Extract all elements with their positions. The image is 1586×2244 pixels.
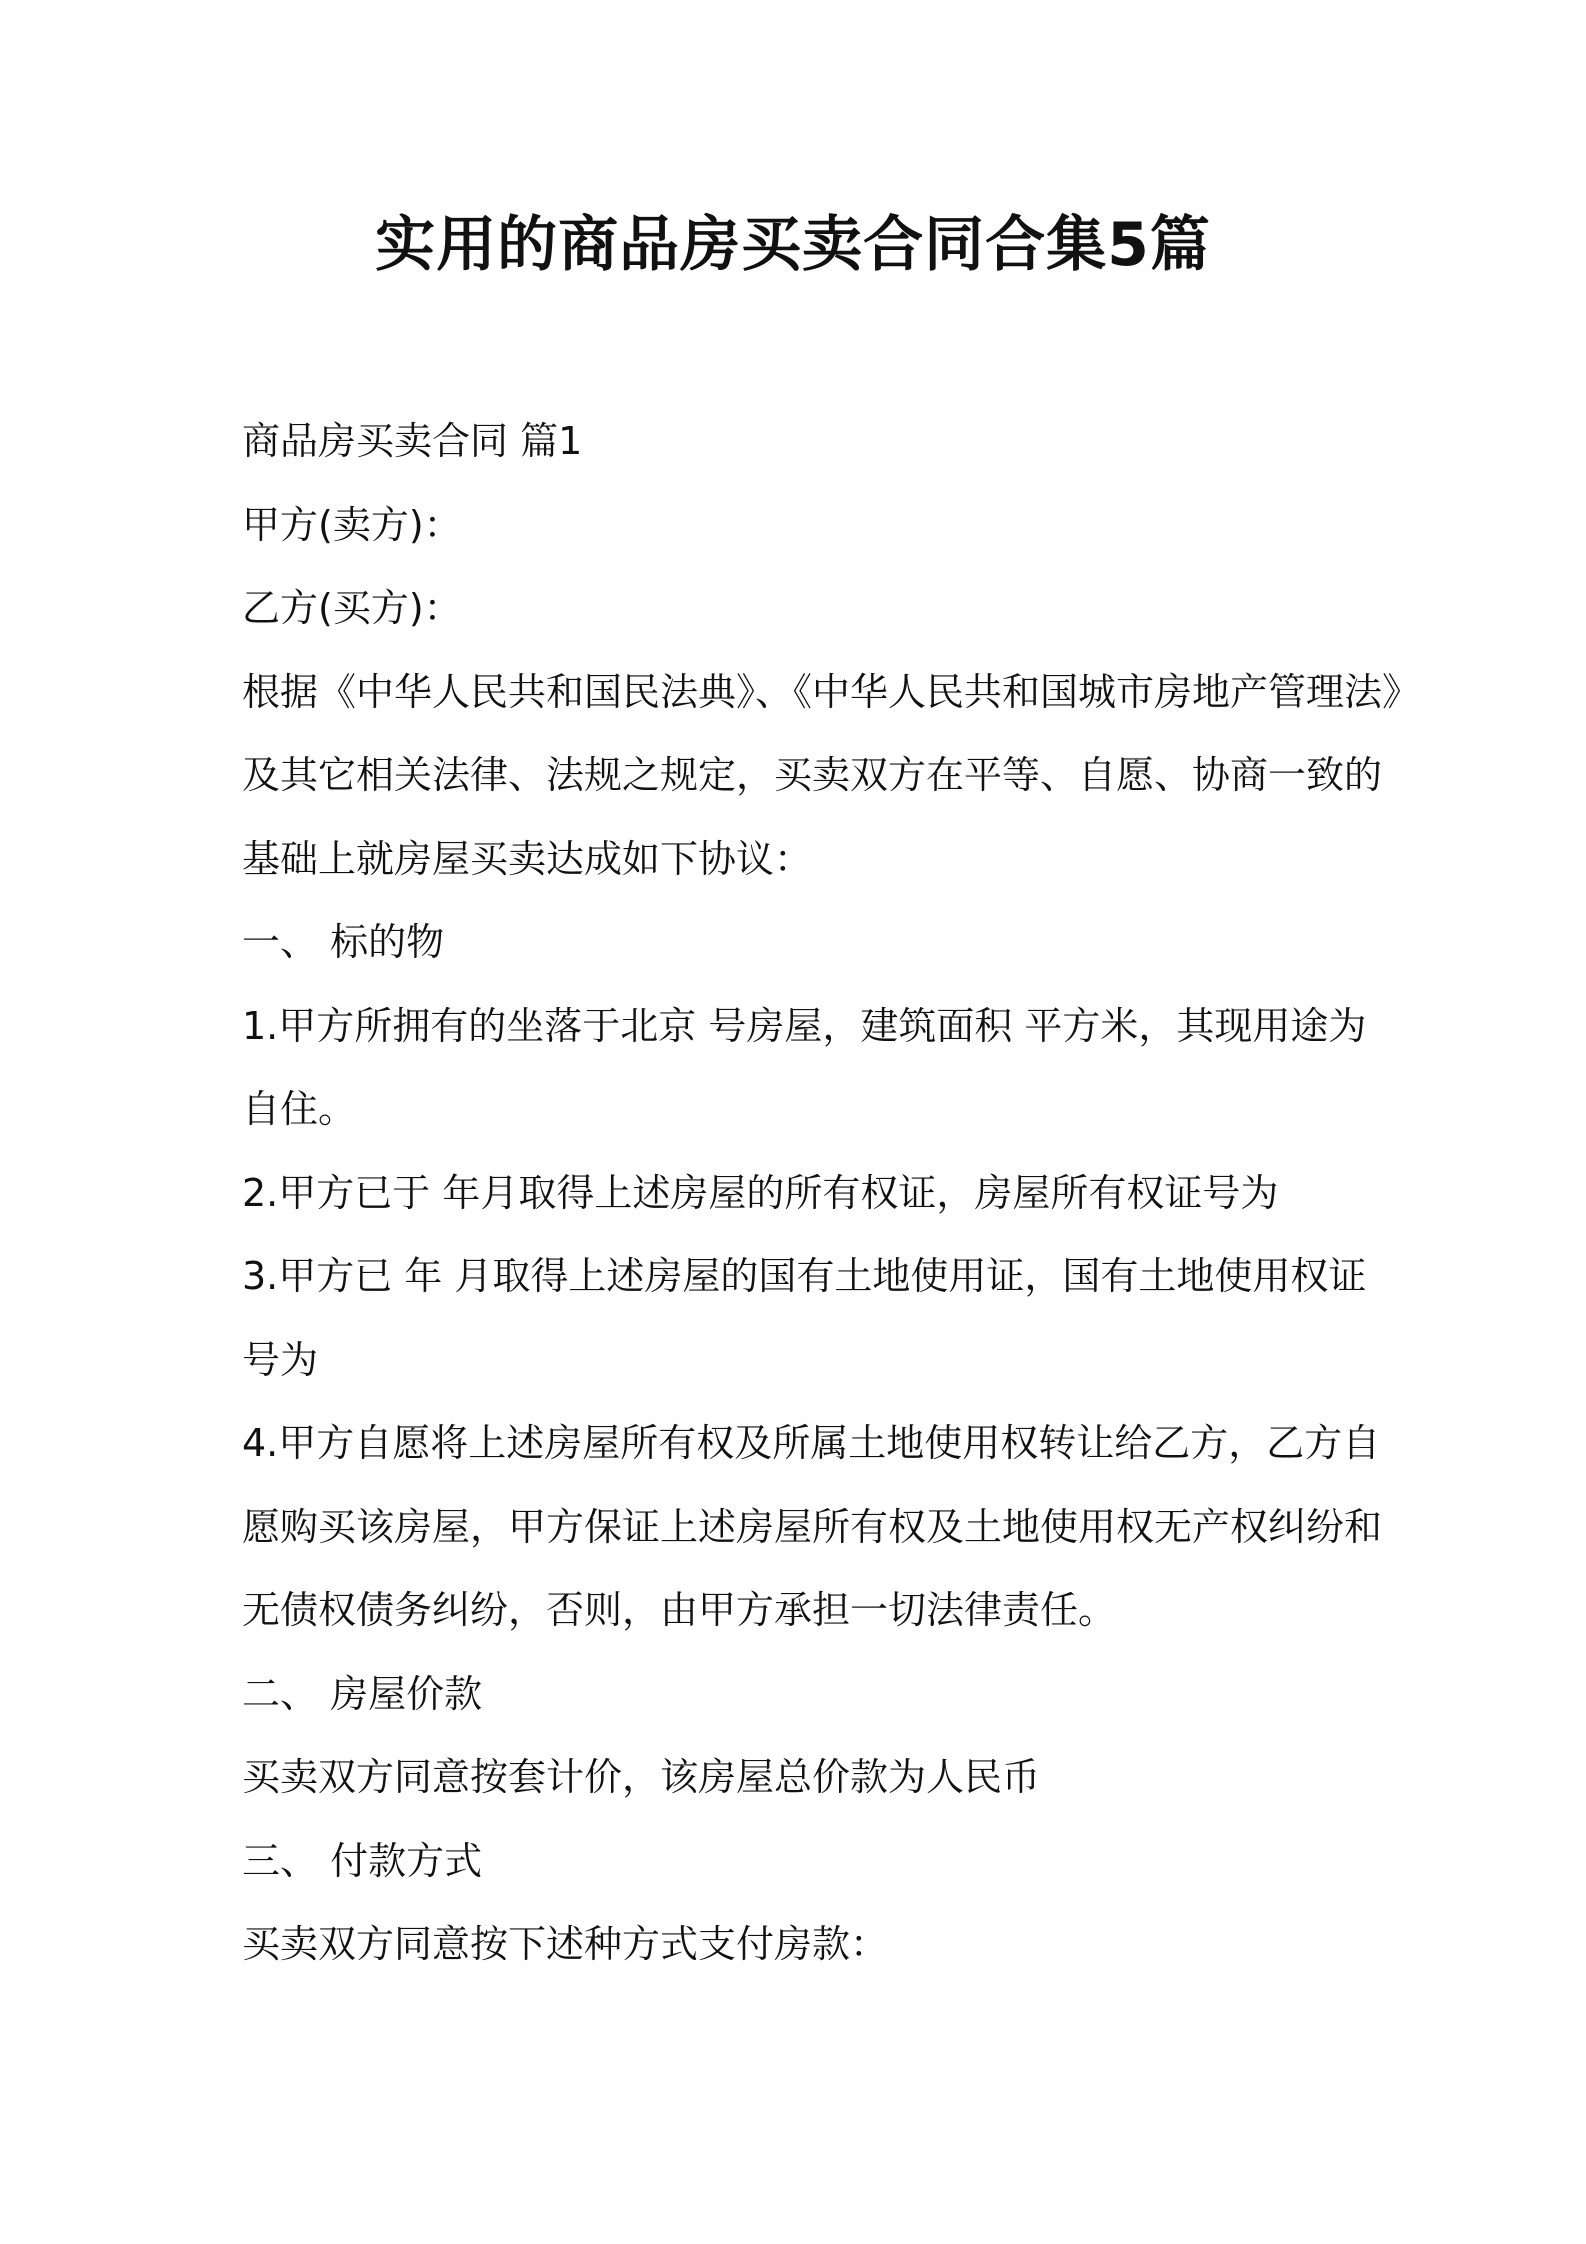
paragraph-line: 自住。 [242,1087,357,1131]
paragraph-line: 3.甲方已 年 月取得上述房屋的国有土地使用证，国有土地使用权证 [242,1254,1367,1298]
paragraph-line: 无债权债务纠纷，否则，由甲方承担一切法律责任。 [242,1588,1117,1632]
paragraph-line: 4.甲方自愿将上述房屋所有权及所属土地使用权转让给乙方，乙方自 [242,1421,1381,1465]
party-b-line: 乙方(买方)： [242,586,462,630]
document-title: 实用的商品房买卖合同合集5篇 [375,210,1211,280]
clause-heading: 三、 付款方式 [242,1838,483,1883]
party-a-line: 甲方(卖方)： [242,502,462,547]
paragraph-line: 基础上就房屋买卖达成如下协议： [242,836,813,881]
document-body [242,400,1421,1987]
paragraph-line: 买卖双方同意按套计价，该房屋总价款为人民币 [242,1755,1041,1799]
paragraph-line: 根据《中华人民共和国民法典》、《中华人民共和国城市房地产管理法》 [242,669,1421,714]
paragraph-line: 号为 [242,1337,319,1382]
paragraph-line: 及其它相关法律、法规之规定，买卖双方在平等、自愿、协商一致的 [242,753,1383,797]
paragraph-line: 2.甲方已于 年月取得上述房屋的所有权证，房屋所有权证号为 [242,1170,1279,1215]
section-heading: 商品房买卖合同 篇1 [242,419,583,463]
clause-heading: 一、 标的物 [242,920,445,964]
paragraph-line: 买卖双方同意按下述种方式支付房款： [242,1922,889,1966]
clause-heading: 二、 房屋价款 [242,1671,483,1716]
paragraph-line: 愿购买该房屋，甲方保证上述房屋所有权及土地使用权无产权纠纷和 [242,1504,1383,1549]
paragraph-line: 1.甲方所拥有的坐落于北京 号房屋，建筑面积 平方米，其现用途为 [242,1003,1367,1048]
